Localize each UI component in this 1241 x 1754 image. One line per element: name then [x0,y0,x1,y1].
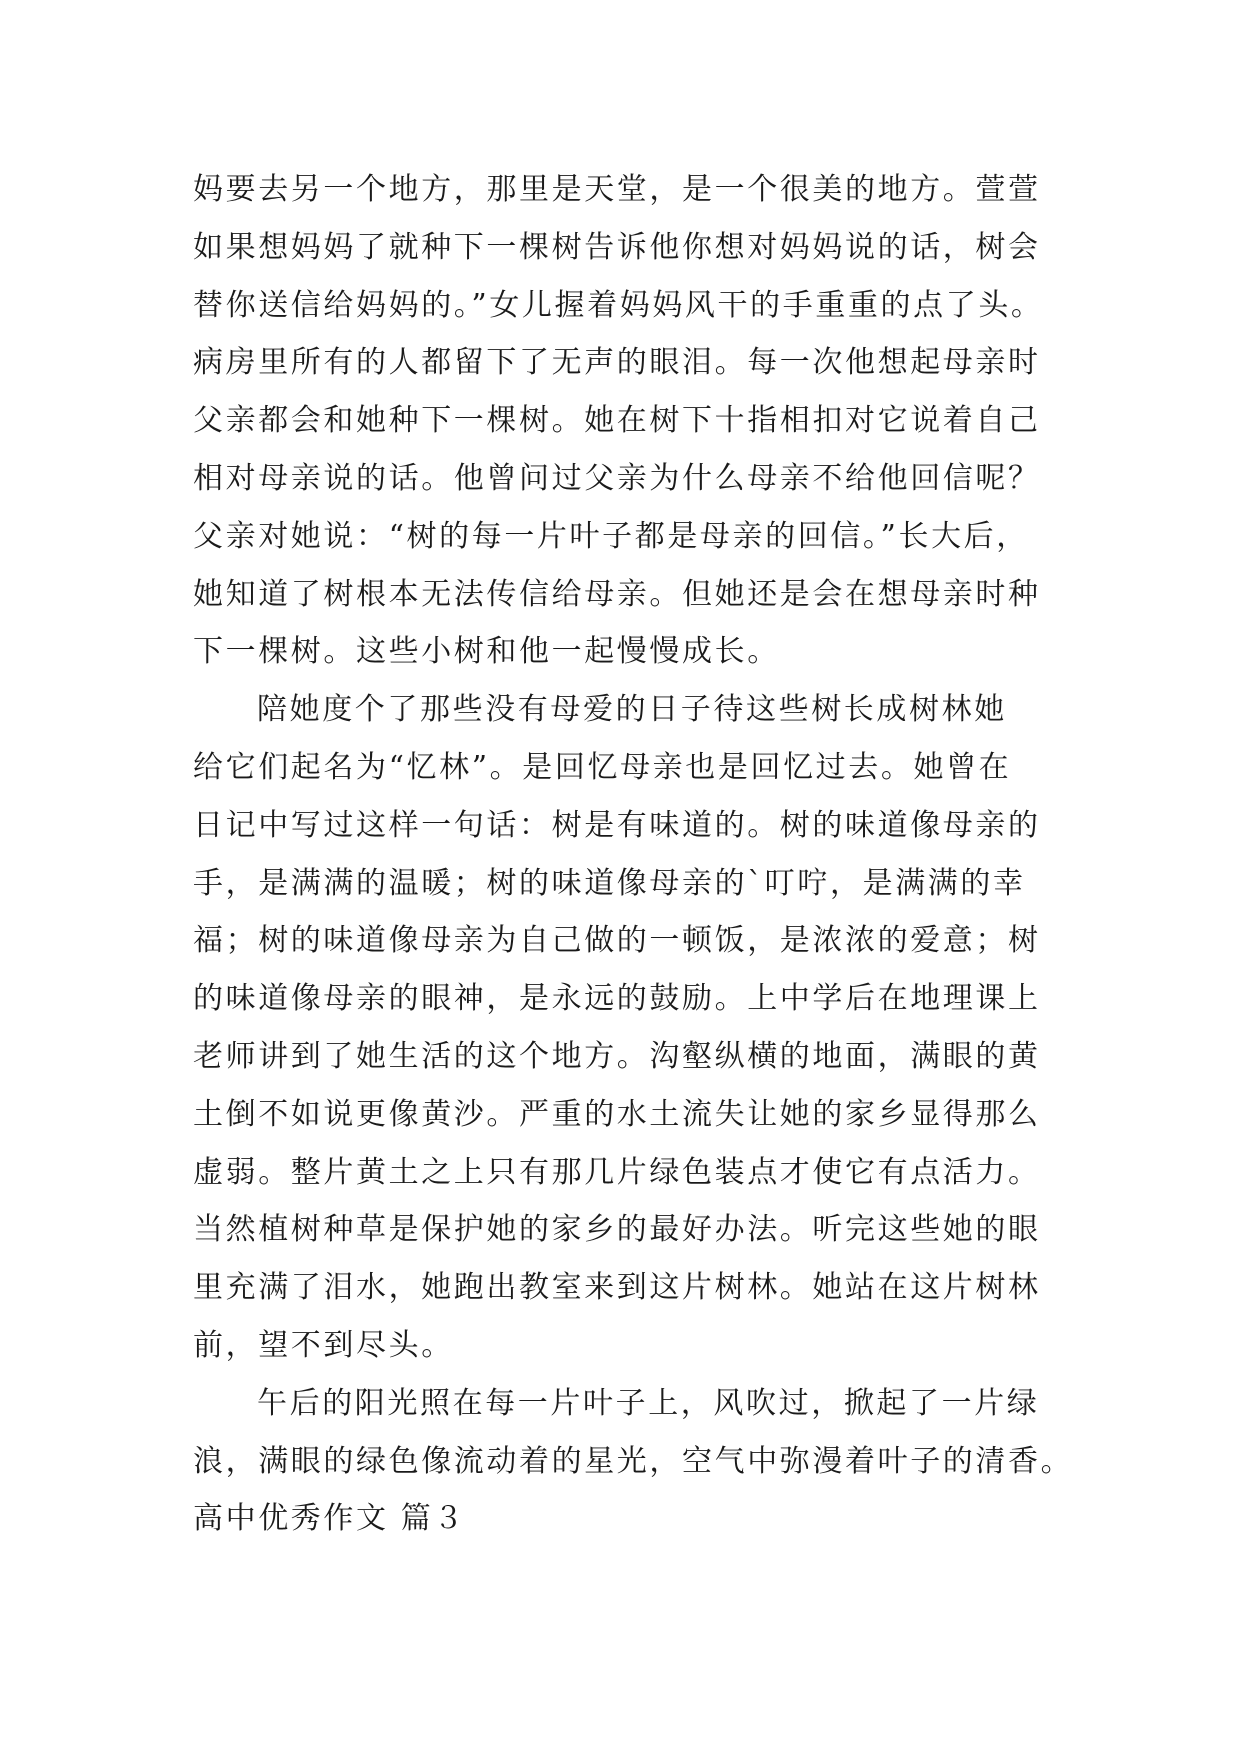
paragraph-line: 相对母亲说的话。他曾问过父亲为什么母亲不给他回信呢？ [193,460,1041,496]
paragraph-3 [193,1375,1073,1491]
paragraph-line: 如果想妈妈了就种下一棵树告诉他你想对妈妈说的话，树会 [193,229,1041,265]
paragraph-line: 老师讲到了她生活的这个地方。沟壑纵横的地面，满眼的黄 [193,1038,1041,1074]
paragraph-line: 给它们起名为“忆林”。是回忆母亲也是回忆过去。她曾在 [193,749,1012,785]
paragraph-2 [193,681,1073,1375]
paragraph-line: 父亲都会和她种下一棵树。她在树下十指相扣对它说着自己 [193,403,1041,439]
paragraph-line: 妈要去另一个地方，那里是天堂，是一个很美的地方。萱萱 [193,172,1041,207]
paragraph-line: 陪她度个了那些没有母爱的日子待这些树长成树林她 [257,692,1007,728]
paragraph-line: 当然植树种草是保护她的家乡的最好办法。听完这些她的眼 [193,1212,1041,1248]
paragraph-line: 午后的阳光照在每一片叶子上，风吹过，掀起了一片绿 [257,1385,1040,1421]
paragraph-line: 里充满了泪水，她跑出教室来到这片树林。她站在这片树林 [193,1270,1041,1306]
paragraph-line: 下一棵树。这些小树和他一起慢慢成长。 [193,634,780,670]
paragraph-line: 前，望不到尽头。 [193,1327,454,1363]
paragraph-line: 的味道像母亲的眼神，是永远的鼓励。上中学后在地理课上 [193,981,1041,1017]
paragraph-line: 她知道了树根本无法传信给母亲。但她还是会在想母亲时种 [193,576,1041,612]
section-heading: 高中优秀作文 篇３ [193,1501,466,1537]
paragraph-line: 虚弱。整片黄土之上只有那几片绿色装点才使它有点活力。 [193,1154,1041,1190]
paragraph-line: 日记中写过这样一句话：树是有味道的。树的味道像母亲的 [193,807,1041,843]
paragraph-line: 手，是满满的温暖；树的味道像母亲的`叮咛，是满满的幸 [193,865,1026,901]
paragraph-1 [193,161,1073,681]
paragraph-line: 父亲对她说：“树的每一片叶子都是母亲的回信。”长大后， [193,518,1029,554]
paragraph-line: 病房里所有的人都留下了无声的眼泪。每一次他想起母亲时 [193,345,1041,381]
paragraph-line: 浪，满眼的绿色像流动着的星光，空气中弥漫着叶子的清香。 [193,1443,1074,1479]
paragraph-line: 土倒不如说更像黄沙。严重的水土流失让她的家乡显得那么 [193,1096,1041,1132]
paragraph-line: 福；树的味道像母亲为自己做的一顿饭，是浓浓的爱意；树 [193,923,1041,959]
document-body [193,161,1073,1548]
paragraph-line: 替你送信给妈妈的。”女儿握着妈妈风干的手重重的点了头。 [193,287,1044,323]
